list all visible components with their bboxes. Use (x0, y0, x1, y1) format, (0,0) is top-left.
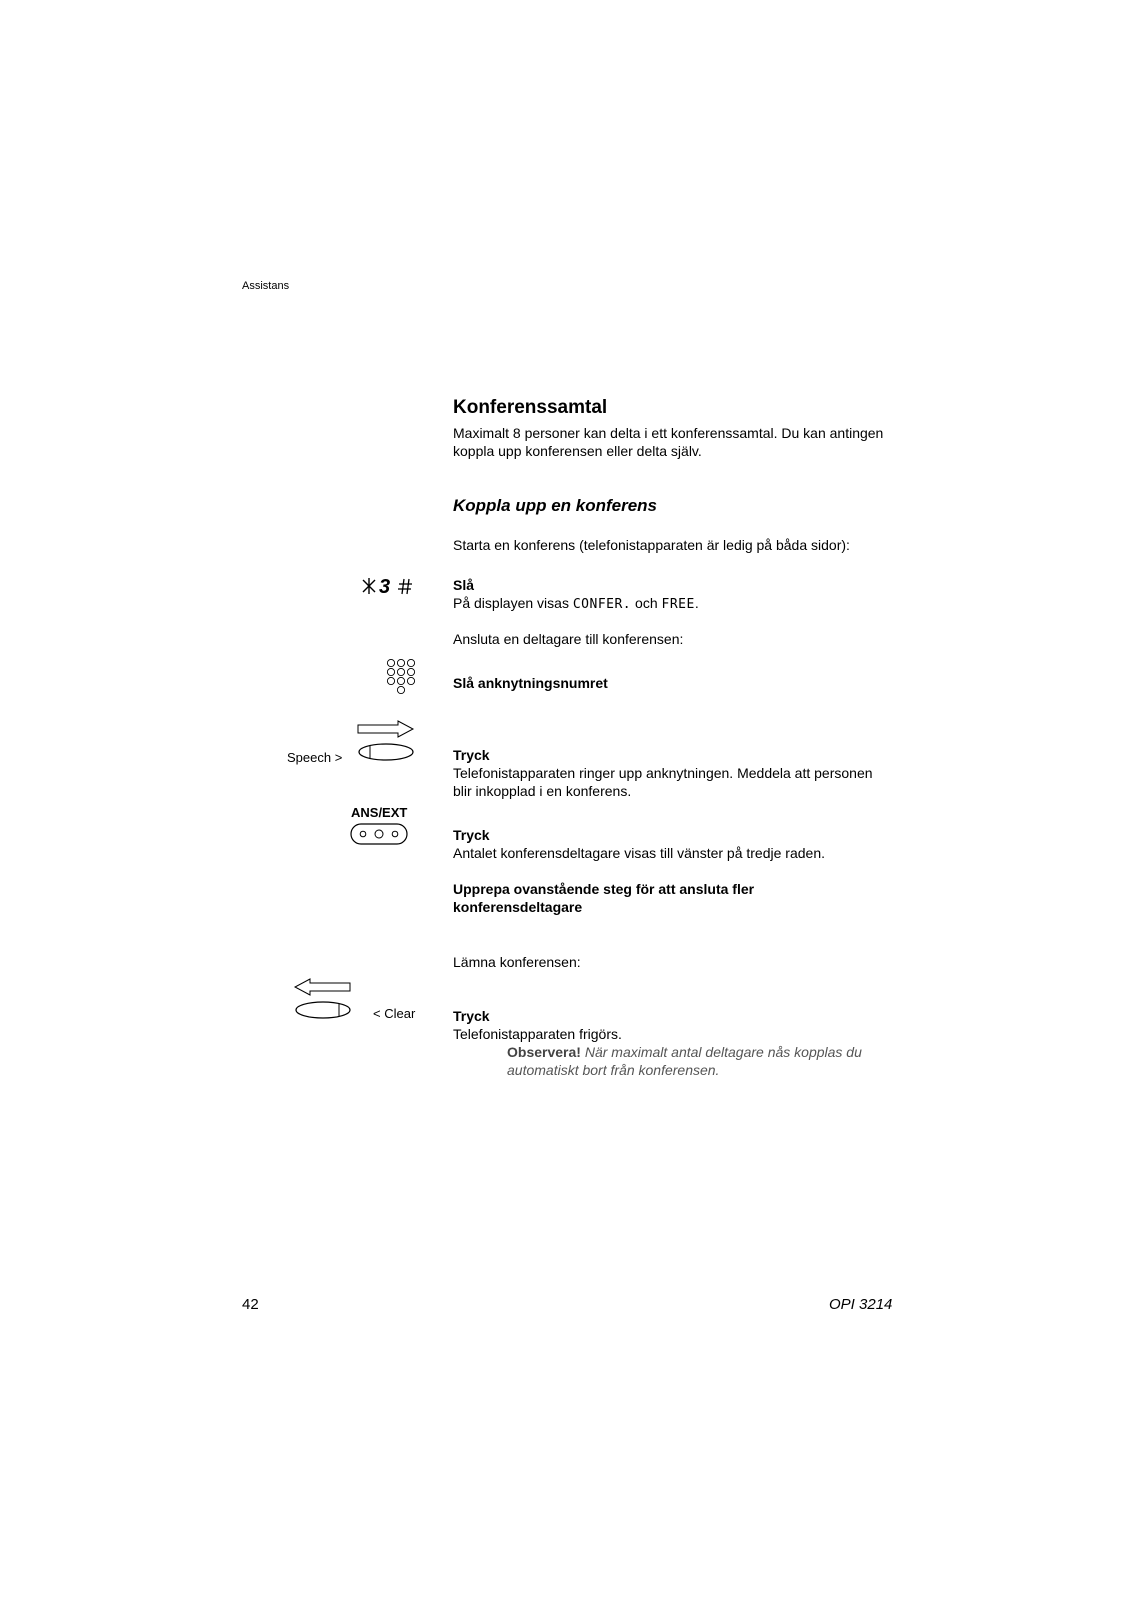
intro-line-2: koppla upp konferensen eller delta själv. (453, 443, 702, 459)
step1-text-prefix: På displayen visas (453, 595, 569, 611)
clear-key-icon (293, 978, 353, 1020)
start-instruction: Starta en konferens (telefonistapparaten är ledig på båda sidor): (453, 537, 850, 553)
intro-line-1: Maximalt 8 personer kan delta i ett konferenssamtal. Du kan antingen (453, 425, 884, 441)
step5-action: Tryck (453, 1008, 490, 1024)
product-name: OPI 3214 (829, 1296, 893, 1313)
repeat-line-1: Upprepa ovanstående steg för att ansluta fler (453, 881, 755, 897)
note-text-1: När maximalt antal deltagare nås kopplas du (584, 1044, 862, 1060)
step4-action: Tryck (453, 827, 490, 843)
speech-key-icon (356, 720, 416, 762)
step1-action: Slå (453, 577, 475, 593)
section-subtitle: Koppla upp en konferens (453, 496, 658, 515)
step1-text-mid: och (635, 595, 658, 611)
svg-text:3: 3 (379, 576, 391, 598)
step2-action: Slå anknytningsnumret (453, 675, 608, 691)
ans-ext-label: ANS/EXT (351, 805, 408, 820)
repeat-line-2: konferensdeltagare (453, 899, 583, 915)
lcd-confer: CONFER. (572, 597, 632, 612)
ans-ext-key-icon (350, 823, 408, 845)
step3-text-line-2: blir inkopplad i en konferens. (453, 783, 632, 799)
step4-text: Antalet konferensdeltagare visas till vänster på tredje raden. (453, 845, 825, 861)
intro-paragraph (453, 424, 893, 460)
keypad-icon (386, 658, 418, 700)
note-label: Observera! (507, 1044, 581, 1060)
lcd-free: FREE (661, 597, 695, 612)
step3-text (453, 764, 893, 800)
note-box (507, 1043, 897, 1079)
page-number: 42 (242, 1296, 259, 1313)
clear-label: < Clear (373, 1006, 416, 1021)
step1-text-suffix: . (694, 595, 699, 611)
section-header: Assistans (242, 280, 290, 292)
step3-text-line-1: Telefonistapparaten ringer upp anknytningen. Meddela att personen (453, 765, 873, 781)
note-text-2: automatiskt bort från konferensen. (507, 1062, 720, 1078)
repeat-instruction (453, 880, 893, 916)
step3-action: Tryck (453, 747, 490, 763)
connect-instruction: Ansluta en deltagare till konferensen: (453, 631, 684, 647)
page-title: Konferenssamtal (453, 397, 608, 418)
star-3-hash-icon (360, 574, 415, 598)
speech-label: Speech > (287, 750, 343, 765)
leave-instruction: Lämna konferensen: (453, 954, 581, 970)
step5-text: Telefonistapparaten frigörs. (453, 1026, 622, 1042)
step1-text (453, 594, 893, 614)
